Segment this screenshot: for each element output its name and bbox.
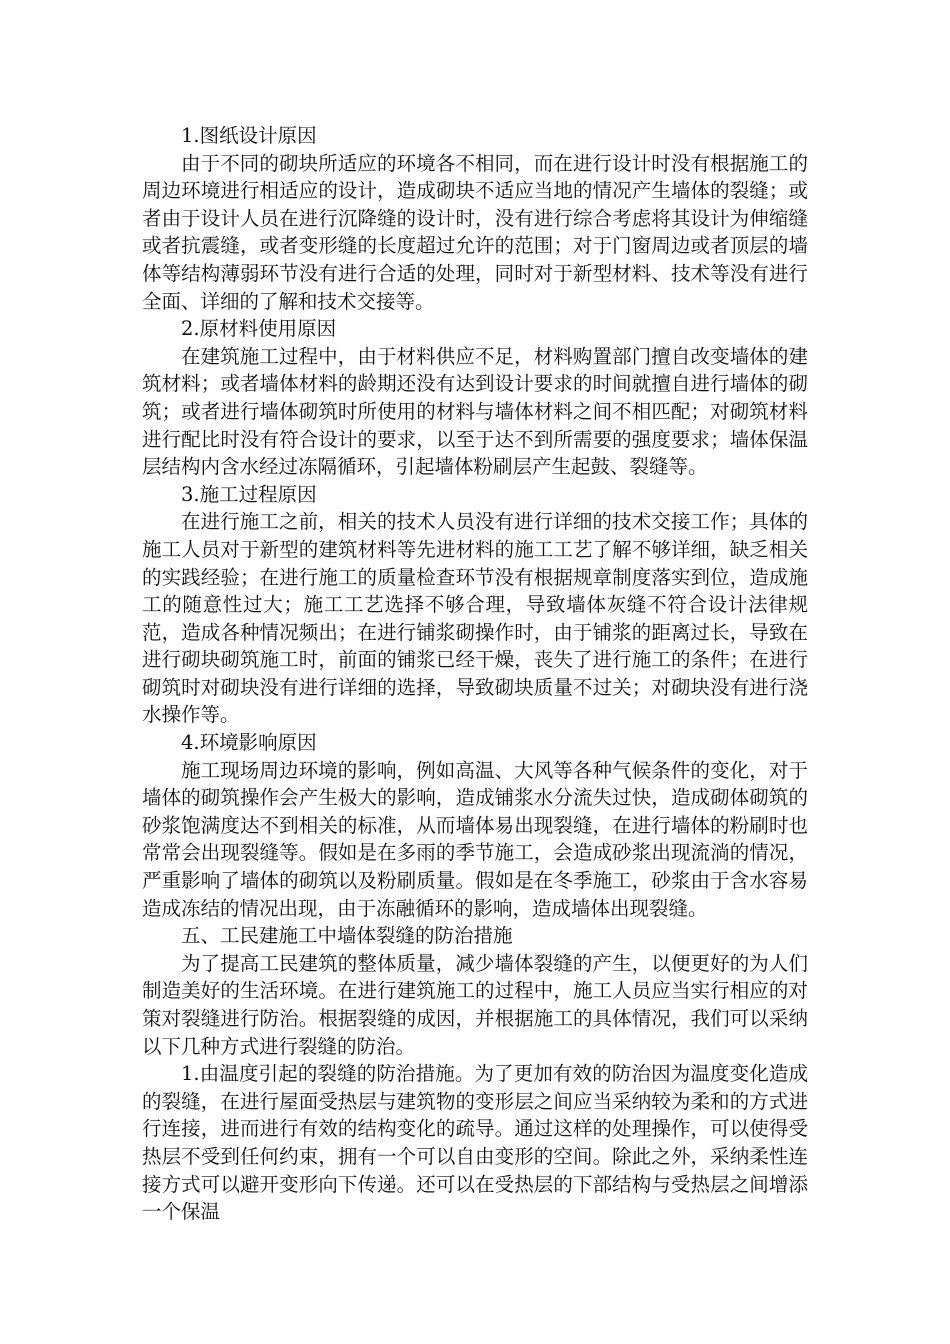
section-paragraph: 在建筑施工过程中，由于材料供应不足，材料购置部门擅自改变墙体的建筑材料；或者墙体材料的龄期还没有达到设计要求的时间就擅自进行墙体的砌筑；或者进行墙体砌筑时所使用的材料与墙体材料之间不相匹配；对砌筑材料进行配比时没有符合设计的要求，以至于达不到所需要的强度要求；墙体保温层结构内含水经过冻隔循环，引起墙体粉刷层产生起鼓、裂缝等。 (142, 344, 808, 479)
section-heading: 4.环境影响原因 (181, 731, 317, 755)
section-paragraph: 为了提高工民建筑的整体质量，减少墙体裂缝的产生，以便更好的为人们制造美好的生活环境。在进行建筑施工的过程中，施工人员应当实行相应的对策对裂缝进行防治。根据裂缝的成因，并根据施工的具体情况，我们可以采纳以下几种方式进行裂缝的防治。 (142, 951, 808, 1058)
section-heading: 五、工民建施工中墙体裂缝的防治措施 (181, 924, 513, 948)
section-paragraph: 施工现场周边环境的影响，例如高温、大风等各种气候条件的变化，对于墙体的砌筑操作会产生极大的影响，造成铺浆水分流失过快，造成砌体砌筑的砂浆饱满度达不到相关的标准，从而墙体易出现裂缝，在进行墙体的粉刷时也常常会出现裂缝等。假如是在多雨的季节施工，会造成砂浆出现流淌的情况，严重影响了墙体的砌筑以及粉刷质量。假如是在冬季施工，砂浆由于含水容易造成冻结的情况出现，由于冻融循环的影响，造成墙体出现裂缝。 (142, 758, 808, 920)
section-paragraph: 在进行施工之前，相关的技术人员没有进行详细的技术交接工作；具体的施工人员对于新型的建筑材料等先进材料的施工工艺了解不够详细，缺乏相关的实践经验；在进行施工的质量检查环节没有根据规章制度落实到位，造成施工的随意性过大；施工工艺选择不够合理，导致墙体灰缝不符合设计法律规范，造成各种情况频出；在进行铺浆砌操作时，由于铺浆的距离过长，导致在进行砌块砌筑施工时，前面的铺浆已经干燥，丧失了进行施工的条件；在进行砌筑时对砌块没有进行详细的选择，导致砌块质量不过关；对砌块没有进行浇水操作等。 (142, 510, 808, 727)
section-heading: 3.施工过程原因 (181, 482, 317, 506)
section-heading: 1.图纸设计原因 (181, 124, 317, 147)
measure-paragraph: 1.由温度引起的裂缝的防治措施。为了更加有效的防治因为温度变化造成的裂缝，在进行屋面受热层与建筑物的变形层之间应当采纳较为柔和的方式进行连接，进而进行有效的结构变化的疏导。通过这样的处理操作，可以使得受热层不受到任何约束，拥有一个可以自由变形的空间。除此之外，采纳柔性连接方式可以避开变形向下传递。还可以在受热层的下部结构与受热层之间增添一个保温 (142, 1062, 808, 1224)
document-page (142, 122, 808, 1226)
section-paragraph: 由于不同的砌块所适应的环境各不相同，而在进行设计时没有根据施工的周边环境进行相适应的设计，造成砌块不适应当地的情况产生墙体的裂缝；或者由于设计人员在进行沉降缝的设计时，没有进行综合考虑将其设计为伸缩缝或者抗震缝，或者变形缝的长度超过允许的范围；对于门窗周边或者顶层的墙体等结构薄弱环节没有进行合适的处理，同时对于新型材料、技术等没有进行全面、详细的了解和技术交接等。 (142, 151, 808, 313)
section-heading: 2.原材料使用原因 (181, 317, 337, 341)
